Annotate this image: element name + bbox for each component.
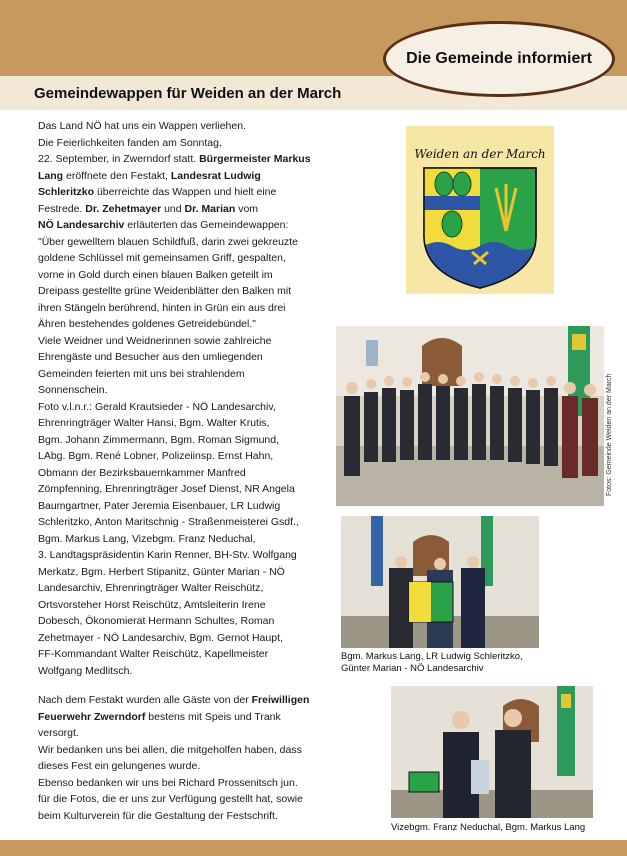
handover-photo	[341, 516, 539, 648]
badge-text: Die Gemeinde informiert	[406, 50, 592, 67]
caption-portrait: Vizebgm. Franz Neduchal, Bgm. Markus Lang	[391, 822, 586, 833]
article-title: Gemeindewappen für Weiden an der March	[34, 85, 342, 102]
footer-band	[0, 840, 627, 856]
article-body-1: Das Land NÖ hat uns ein Wappen verliehen. Die Feierlichkeiten fanden am Sonntag, 22. September, in Zwerndorf statt. Bürgermeister Markus Lang eröffnete den Festakt, Landesrat Ludwig Schleritzko überreichte das Wappen und hielt eine Festrede. Dr. Zehetmayer und Dr. Marian vom NÖ Landesarchiv erläuterten das Gemeindewappen: "Über gewelltem blauen Schildfuß, darin zwei gekreuzte goldene Schlüssel mit gemeinsamen Griff, gespalten, vorne in Gold durch einen blauen Balken geteilt im Dreipass gestellte grüne Weidenblätter den Balken mit ihren Stängeln berührend, hinten in Grün ein aus drei Ähren bestehendes goldenes Getreidebündel." Viele Weidner und Weidnerinnen sowie zahlreiche Ehrengäste und Besucher aus den umliegenden Gemeinden feierten mit uns bei strahlendem Sonnenschein. Foto v.l.n.r.: Gerald Krautsieder - NÖ Landesarchiv, Ehrenringträger Walter Hansi, Bgm. Walter Krutis, Bgm. Johann Zimmermann, Bgm. Roman Sigmund, LAbg. Bgm. René Lobner, Polizeiinsp. Ernst Hahn, Obmann der Bezirksbauernkammer Manfred Zömpfenning, Ehrenringträger Josef Dienst, NR Angela Baumgartner, Pater Jeremia Eisenbauer, LR Ludwig Schleritzko, Anton Maritschnig - Straßenmeisterei Gsdf., Bgm. Markus Lang, Vizebgm. Franz Neduchal, 3. Landtagspräsidentin Karin Renner, BH-Stv. Wolfgang Merkatz, Bgm. Herbert Stipanitz, Günter Marian - NÖ Landesarchiv, Ehrenringträger Walter Reischütz, Ortsvorsteher Horst Reischütz, Amtsleiterin Irene Dobesch, Ökonomierat Hermann Schultes, Roman Zehetmayer - NÖ Landesarchiv, Bgm. Gernot Haupt, FF-Kommandant Walter Reischütz, Kapellmeister Wolfgang Medlitsch.	[38, 120, 311, 677]
article-body-2: Nach dem Festakt wurden alle Gäste von der Freiwilligen Feuerwehr Zwerndorf bestens mit Speis und Trank versorgt. Wir bedanken uns bei allen, die mitgeholfen haben, dass dieses Fest ein gelungenes wurde. Ebenso bedanken wir uns bei Richard Prossenitsch jun. für die Fotos, die er uns zur Verfügung gestellt hat, sowie beim Kulturverein für die Gestaltung der Festschrift.	[38, 694, 310, 822]
coat-of-arms	[406, 126, 554, 294]
caption-handover: Bgm. Markus Lang, LR Ludwig Schleritzko, Günter Marian - NÖ Landesarchiv	[341, 651, 523, 674]
svg-text:Weiden an der March: Weiden an der March	[414, 147, 546, 161]
portrait-photo	[391, 686, 593, 818]
photo-credit: Fotos: Gemeinde Weiden an der March	[606, 373, 613, 496]
coat-of-arms-icon	[406, 126, 554, 294]
section-badge	[383, 21, 615, 97]
handover-photo-image	[341, 516, 539, 648]
group-photo	[336, 326, 604, 506]
portrait-photo-image	[391, 686, 593, 818]
group-photo-image	[336, 326, 604, 506]
